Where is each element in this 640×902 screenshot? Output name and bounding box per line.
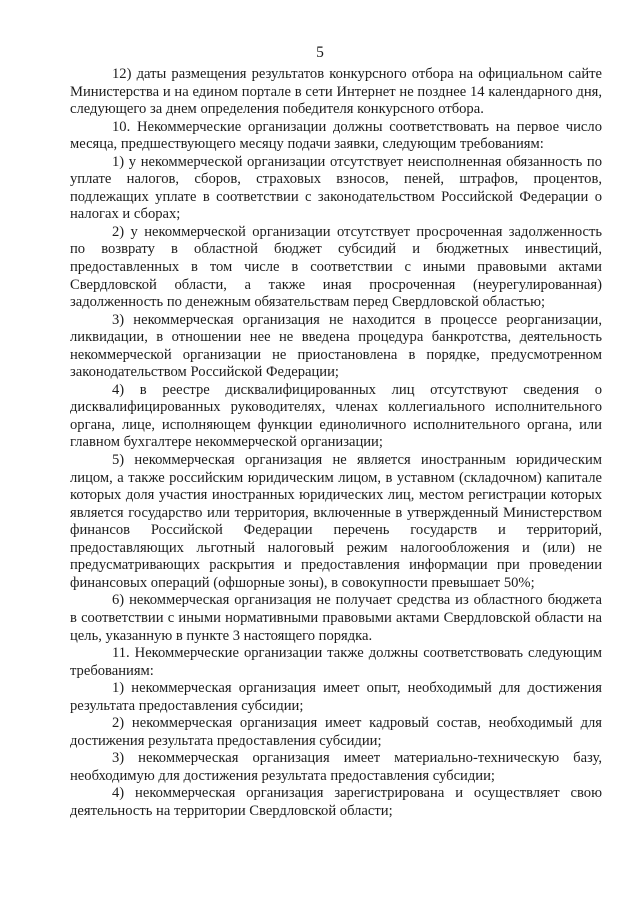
paragraph-section-11: 11. Некоммерческие организации также должны соответствовать следующим требованиям:: [70, 645, 602, 679]
paragraph-requirement-1: 1) у некоммерческой организации отсутствует неисполненная обязанность по уплате налогов, сборов, страховых взносов, пеней, штрафов, процентов, подлежащих уплате в соответствии с законодательством Российской Федерации о налогах и сборах;: [70, 153, 602, 223]
paragraph-additional-requirement-1: 1) некоммерческая организация имеет опыт, необходимый для достижения результата предоставления субсидии;: [70, 680, 602, 714]
paragraph-item-12-dates: 12) даты размещения результатов конкурсного отбора на официальном сайте Министерства и на едином портале в сети Интернет не позднее 14 календарного дня, следующего за днем определения победителя конкурсного отбора.: [70, 66, 602, 118]
paragraph-requirement-4: 4) в реестре дисквалифицированных лиц отсутствуют сведения о дисквалифицированных руководителях, членах коллегиального исполнительного органа, лице, исполняющем функции единоличного исполнительного органа, или главном бухгалтере некоммерческой организации;: [70, 381, 602, 451]
paragraph-additional-requirement-3: 3) некоммерческая организация имеет материально-техническую базу, необходимую для достижения результата предоставления субсидии;: [70, 750, 602, 784]
page-number: 5: [316, 44, 324, 61]
document-body: [70, 66, 602, 821]
paragraph-requirement-2: 2) у некоммерческой организации отсутствует просроченная задолженность по возврату в областной бюджет субсидий и бюджетных инвестиций, предоставленных в том числе в соответствии с иными правовыми актами Свердловской области, а также иная просроченная (неурегулированная) задолженность по денежным обязательствам перед Свердловской областью;: [70, 223, 602, 311]
paragraph-requirement-3: 3) некоммерческая организация не находится в процессе реорганизации, ликвидации, в отношении нее не введена процедура банкротства, деятельность некоммерческой организации не приостановлена в порядке, предусмотренном законодательством Российской Федерации;: [70, 311, 602, 381]
paragraph-section-10: 10. Некоммерческие организации должны соответствовать на первое число месяца, предшествующего месяцу подачи заявки, следующим требованиям:: [70, 118, 602, 153]
paragraph-requirement-5: 5) некоммерческая организация не является иностранным юридическим лицом, а также российским юридическим лицом, в уставном (складочном) капитале которых доля участия иностранных юридических лиц, местом регистрации которых является государство или территория, включенные в утвержденный Министерством финансов Российской Федерации перечень государств и территорий, предоставляющих льготный налоговый режим налогообложения и (или) не предусматривающих раскрытия и предоставления информации при проведении финансовых операций (офшорные зоны), в совокупности превышает 50%;: [70, 452, 602, 591]
paragraph-additional-requirement-4: 4) некоммерческая организация зарегистрирована и осуществляет свою деятельность на территории Свердловской области;: [70, 785, 602, 819]
paragraph-requirement-6: 6) некоммерческая организация не получает средства из областного бюджета в соответствии с иными нормативными правовыми актами Свердловской области на цель, указанную в пункте 3 настоящего порядка.: [70, 592, 602, 644]
paragraph-additional-requirement-2: 2) некоммерческая организация имеет кадровый состав, необходимый для достижения результата предоставления субсидии;: [70, 715, 602, 749]
